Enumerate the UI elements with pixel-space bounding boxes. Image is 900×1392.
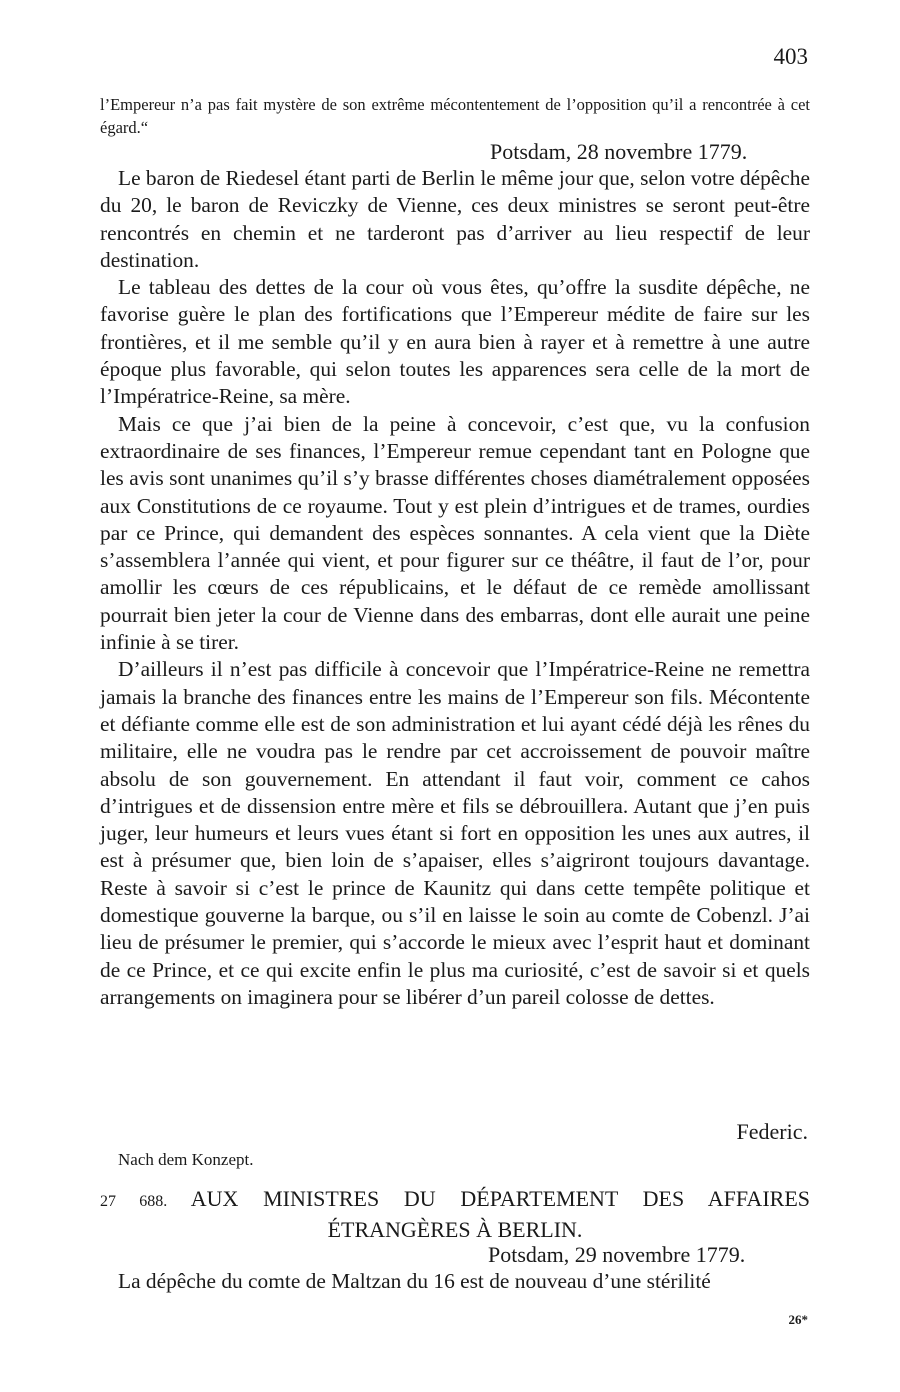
dateline-letter-1: Potsdam, 28 novembre 1779. (490, 139, 748, 164)
signature: Federic. (736, 1119, 808, 1144)
heading-line-2: ÉTRANGÈRES À BERLIN. (327, 1217, 583, 1242)
letter-2-first-line: La dépêche du comte de Maltzan du 16 est de nouveau d’une stérilité (118, 1269, 711, 1293)
letter-body (100, 165, 810, 1011)
letter-number: 27 688. (100, 1193, 168, 1210)
paragraph: Le tableau des dettes de la cour où vous êtes, qu’offre la susdite dépêche, ne favorise guère le plan des fortifications que l’Empereur médite de faire sur les frontières, et il me semble qu’il y en aura bien à rayer et à remettre à une autre époque plus favorable, qui selon toutes les apparences sera celle de la mort de l’Impératrice-Reine, sa mère. (100, 275, 810, 409)
paragraph: Mais ce que j’ai bien de la peine à concevoir, c’est que, vu la confusion extraordinaire de ses finances, l’Empereur remue cependant tant en Pologne que les avis sont unanimes qu’il s’y brasse différentes choses diamétralement opposées aux Constitutions de ce royaume. Tout y est plein d’intrigues et de trames, ourdies par ce Prince, qui demandent des espèces sonnantes. A cela vient que la Diète s’assemblera l’année qui vient, et pour figurer sur ce théâtre, il faut de l’or, pour amollir les cœurs de ces républicains, et le défaut de ce remède amollissant pourrait bien jeter la cour de Vienne dans des embarras, dont elle aurait une peine infinie à se tirer. (100, 411, 810, 655)
page-number: 403 (773, 44, 808, 69)
dateline-letter-2: Potsdam, 29 novembre 1779. (488, 1242, 746, 1267)
source-note: Nach dem Konzept. (118, 1150, 254, 1169)
footnote-quote: l’Empereur n’a pas fait mystère de son extrême mécontentement de l’opposition qu’il a rencontrée à cet égard.“ (100, 95, 810, 137)
paragraph: D’ailleurs il n’est pas difficile à concevoir que l’Impératrice-Reine ne remettra jamais la branche des finances entre les mains de l’Empereur son fils. Mécontente et défiante comme elle est de son administration et lui ayant cédé déjà les rênes du militaire, elle ne voudra pas le rendre par cet accroissement de pouvoir maître absolu de son gouvernement. En attendant il faut voir, comment ce cahos d’intrigues et de dissension entre mère et fils se débrouillera. Autant que j’en puis juger, leur humeurs et leurs vues étant si fort en opposition les unes aux autres, il est à présumer que, bien loin de s’apaiser, elles s’aigriront toujours davantage. Reste à savoir si c’est le prince de Kaunitz qui dans cette tempête politique et domestique gouverne la barque, ou s’il en laisse le soin au comte de Cobenzl. J’ai lieu de présumer le premier, qui s’accorde le mieux avec l’esprit haut et dominant de ce Prince, et ce qui excite enfin le plus ma curiosité, c’est de savoir si et quels arrangements on imaginera pour se libérer d’un pareil colosse de dettes. (100, 657, 810, 1009)
paragraph: Le baron de Riedesel étant parti de Berlin le même jour que, selon votre dépêche du 20, le baron de Reviczky de Vienne, ces deux ministres se seront peut-être rencontrés en chemin et ne tarderont pas d’arriver au lieu respectif de leur destination. (100, 166, 810, 272)
heading-line-1 (100, 1185, 810, 1216)
letter-heading (100, 1185, 810, 1244)
heading-title-1: AUX MINISTRES DU DÉPARTEMENT DES AFFAIRES (190, 1186, 810, 1211)
printer-signature: 26* (788, 1312, 808, 1327)
